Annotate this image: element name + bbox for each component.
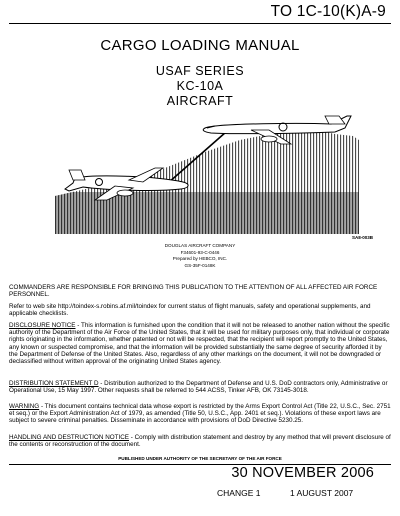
aircraft-series: USAF SERIES bbox=[155, 64, 245, 78]
aircraft-refueling-illustration bbox=[55, 100, 360, 235]
change-number: CHANGE 1 bbox=[217, 488, 261, 498]
handling-label: HANDLING AND DESTRUCTION NOTICE bbox=[9, 434, 130, 441]
technical-order-number: TO 1C-10(K)A-9 bbox=[270, 3, 386, 20]
warning-label: WARNING bbox=[9, 403, 40, 410]
credit-contract: F34601-93-C-0446 bbox=[180, 249, 220, 255]
aircraft-type: AIRCRAFT bbox=[166, 94, 234, 108]
credit-gsa-number: GS-35F-0148K bbox=[184, 262, 216, 268]
disclosure-label: DISCLOSURE NOTICE bbox=[9, 322, 76, 329]
cloud-hatching bbox=[55, 100, 360, 235]
distribution-text: - Distribution authorized to the Department of Defense and U.S. DoD contractors only, Administrative or Operational Use, 15 May 1997. Other requests shall be referred to 544 ACSS, Tinker AFB, OK 73145-3018. bbox=[9, 380, 388, 395]
change-date: 1 AUGUST 2007 bbox=[290, 488, 354, 498]
disclosure-text: - This information is furnished upon the condition that it will not be released to another nation without the specific authority of the Department of the Air Force of the United States, that it will be used for military purposes only, that individual or corporate rights originating in the information, whether patented or not will be respected, that the recipient will report promptly to the United States, any known or suspected compromise, and that the information will be provided substantially the same degree of security afforded it by the Department of Defense of the United States. Also, regardless of any other markings on the document, it will not be downgraded or declassified without written approval of the originating United States agency. bbox=[9, 322, 390, 366]
commanders-notice: COMMANDERS ARE RESPONSIBLE FOR BRINGING THIS PUBLICATION TO THE ATTENTION OF ALL AFFECTED AIR FORCE PERSONNEL. bbox=[9, 284, 378, 299]
header-rule bbox=[9, 23, 391, 24]
disclosure-notice bbox=[9, 322, 392, 365]
credit-company: DOUGLAS AIRCRAFT COMPANY bbox=[164, 243, 236, 248]
publication-date: 30 NOVEMBER 2006 bbox=[231, 465, 374, 481]
aircraft-model: KC-10A bbox=[176, 79, 224, 93]
publishing-authority: PUBLISHED UNDER AUTHORITY OF THE SECRETARY OF THE AIR FORCE bbox=[118, 456, 282, 461]
manual-title: CARGO LOADING MANUAL bbox=[100, 37, 300, 54]
handling-notice bbox=[9, 434, 392, 448]
credit-preparer: Prepared by HEBCO, INC. bbox=[172, 256, 228, 262]
handling-text: - Comply with distribution statement and destroy by any method that will prevent disclosure of the contents or reconstruction of the document. bbox=[9, 434, 391, 449]
figure-credits bbox=[0, 243, 400, 269]
distribution-label: DISTRIBUTION STATEMENT D bbox=[9, 380, 99, 387]
distribution-statement bbox=[9, 380, 392, 394]
export-warning bbox=[9, 403, 392, 425]
web-site-notice: Refer to web site http://toindex-s.robins.af.mil/toindex for current status of flight manuals, safety and operational supplements, and applicable checklists. bbox=[9, 303, 371, 318]
warning-text: - This document contains technical data whose export is restricted by the Arms Export Control Act (Title 22, U.S.C., Sec. 2751 et seq.) or the Export Administration Act of 1979, as amended (Title 50, U.S.C., App. 2401 et seq.). Violations of these export laws are subject to severe criminal penalties. Disseminate in accordance with provisions of DoD Directive 5230.25. bbox=[9, 403, 391, 425]
figure-code: SA8-003B bbox=[352, 235, 374, 240]
